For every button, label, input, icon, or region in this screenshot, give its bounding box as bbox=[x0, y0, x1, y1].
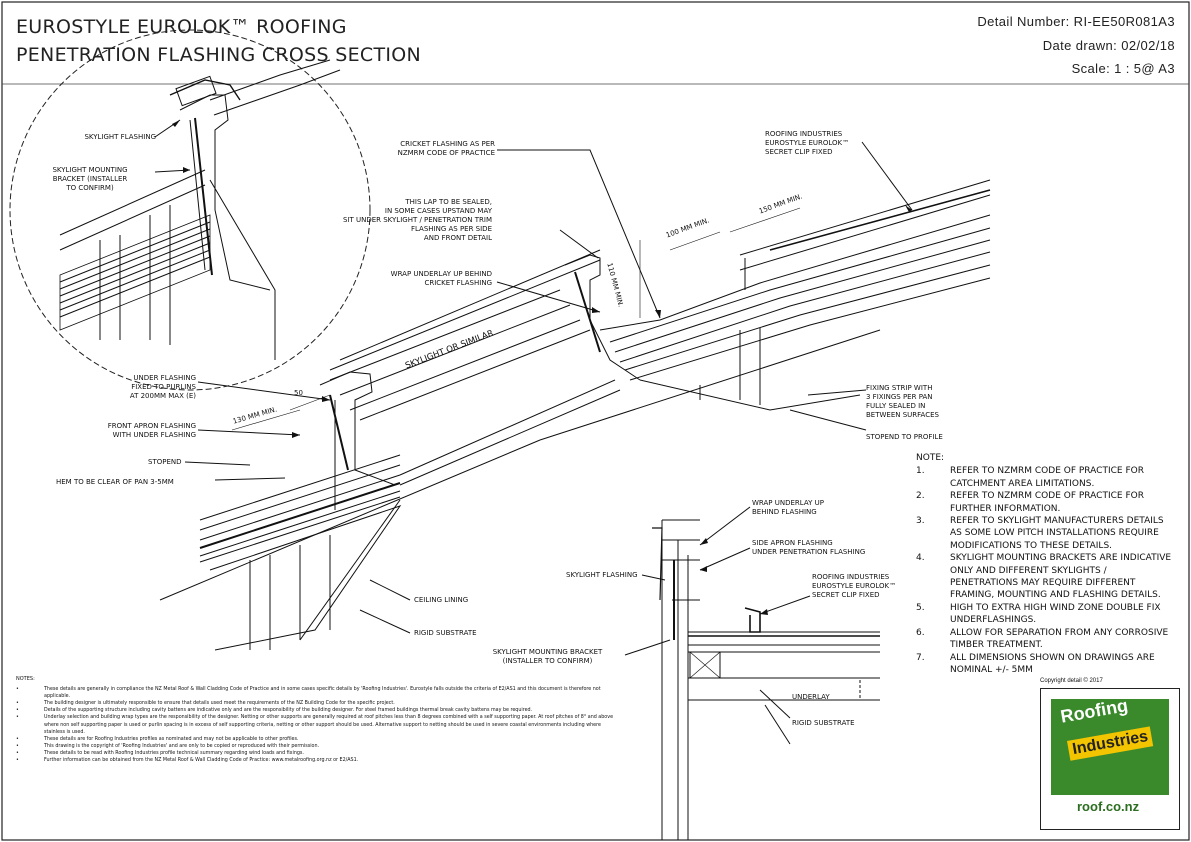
note-text: ALL DIMENSIONS SHOWN ON DRAWINGS ARE NOMINAL +/- 5MM bbox=[950, 652, 1155, 675]
note-text: SKYLIGHT MOUNTING BRACKETS ARE INDICATIVE ONLY AND DIFFERENT SKYLIGHTS / PENETRATIONS MAY REQUIRE DIFFERENT FRAMING, MOUNTING AND FLASHING DETAILS. bbox=[950, 553, 1172, 601]
label-rigid-substrate-left: RIGID SUBSTRATE bbox=[414, 629, 477, 637]
note-number: 6. bbox=[916, 627, 925, 638]
note-text: REFER TO NZMRM CODE OF PRACTICE FOR FURTHER INFORMATION. bbox=[950, 491, 1144, 514]
detail-number: Detail Number: RI-EE50R081A3 bbox=[977, 14, 1175, 29]
bullet: • bbox=[16, 701, 19, 707]
note-number: 2. bbox=[916, 491, 925, 502]
bullet: • bbox=[16, 687, 19, 693]
general-note-text: These details are generally in compliance the NZ Metal Roof & Wall Cladding Code of Practice and in some cases specific details by 'Roofing Industries'. Eurostyle falls outside the criteria of E2/AS1 and this document is therefore not applicable. bbox=[44, 687, 601, 700]
logo-word-industries: Industries bbox=[1067, 726, 1154, 760]
label-mounting-bracket-top: SKYLIGHT MOUNTING BRACKET (INSTALLER TO CONFIRM) bbox=[52, 166, 128, 192]
note-row bbox=[916, 465, 1176, 490]
note-number: 7. bbox=[916, 652, 925, 663]
logo-word-roofing: Roofing bbox=[1059, 695, 1130, 727]
general-note bbox=[16, 714, 616, 735]
note-text: ALLOW FOR SEPARATION FROM ANY CORROSIVE TIMBER TREATMENT. bbox=[950, 627, 1169, 651]
general-note bbox=[16, 757, 616, 764]
general-note bbox=[16, 743, 616, 750]
label-roofing-industries-bottom: ROOFING INDUSTRIES EUROSTYLE EUROLOK™ SECRET CLIP FIXED bbox=[812, 573, 897, 599]
general-note bbox=[16, 707, 616, 714]
bullet: • bbox=[16, 743, 19, 749]
note-row bbox=[916, 552, 1176, 602]
bullet: • bbox=[16, 758, 19, 764]
general-note-text: These details to be read with Roofing Industries profile technical summary regarding wind loads and fixings. bbox=[44, 750, 304, 756]
roofing-industries-logo bbox=[1040, 688, 1180, 830]
label-ceiling-lining: CEILING LINING bbox=[414, 596, 469, 604]
label-cricket-flashing: CRICKET FLASHING AS PER NZMRM CODE OF PRACTICE bbox=[397, 140, 495, 157]
bullet: • bbox=[16, 736, 19, 742]
note-row bbox=[916, 602, 1176, 627]
general-note-text: Details of the supporting structure including cavity battens are indicative only and are the responsibility of the building designer. For steel framed buildings thermal break cavity battens may be required. bbox=[44, 708, 533, 714]
label-stopend: STOPEND bbox=[148, 458, 182, 466]
note-number: 3. bbox=[916, 516, 925, 527]
bullet: • bbox=[16, 715, 19, 721]
label-stopend-profile: STOPEND TO PROFILE bbox=[866, 433, 943, 441]
date-drawn: Date drawn: 02/02/18 bbox=[1042, 38, 1175, 53]
general-note bbox=[16, 736, 616, 743]
label-fixing-strip: FIXING STRIP WITH 3 FIXINGS PER PAN FULLY SEALED IN BETWEEN SURFACES bbox=[866, 384, 939, 419]
note-number: 5. bbox=[916, 602, 925, 613]
note-row bbox=[916, 490, 1176, 515]
note-text: REFER TO NZMRM CODE OF PRACTICE FOR CATCHMENT AREA LIMITATIONS. bbox=[950, 466, 1144, 489]
label-skylight-or-similar: SKYLIGHT OR SIMILAR bbox=[404, 328, 496, 372]
note-row bbox=[916, 627, 1176, 652]
label-front-apron: FRONT APRON FLASHING WITH UNDER FLASHING bbox=[107, 422, 196, 439]
bullet: • bbox=[16, 750, 19, 756]
label-wrap-underlay-cricket: WRAP UNDERLAY UP BEHIND CRICKET FLASHING bbox=[390, 270, 492, 287]
general-note bbox=[16, 700, 616, 707]
title-line-1: EUROSTYLE EUROLOK™ ROOFING bbox=[16, 16, 347, 38]
label-hem-clear: HEM TO BE CLEAR OF PAN 3-5MM bbox=[56, 478, 174, 486]
note-row bbox=[916, 652, 1176, 677]
dim-130: 130 MM MIN. bbox=[232, 405, 278, 426]
side-section-drawing bbox=[652, 520, 880, 840]
general-note-text: Further information can be obtained from the NZ Metal Roof & Wall Cladding Code of Practice: www.metalroofing.org.nz or E2/AS1. bbox=[44, 758, 359, 764]
note-number: 4. bbox=[916, 553, 925, 564]
dim-50: 50 bbox=[294, 389, 303, 397]
general-note-text: The building designer is ultimately responsible to ensure that details used meet the requirements of the NZ Building Code for the specific project. bbox=[44, 701, 395, 707]
note-text: HIGH TO EXTRA HIGH WIND ZONE DOUBLE FIX UNDERFLASHINGS. bbox=[950, 602, 1161, 626]
label-roofing-industries-top: ROOFING INDUSTRIES EUROSTYLE EUROLOK™ SECRET CLIP FIXED bbox=[765, 130, 850, 156]
general-notes-heading: NOTES: bbox=[16, 676, 35, 682]
label-underlay: UNDERLAY bbox=[792, 693, 830, 701]
general-note-text: This drawing is the copyright of 'Roofing Industries' and are only to be copied or reproduced with their permission. bbox=[44, 743, 320, 749]
title-line-2: PENETRATION FLASHING CROSS SECTION bbox=[16, 44, 422, 66]
general-notes bbox=[16, 676, 616, 764]
bullet: • bbox=[16, 708, 19, 714]
scale: Scale: 1 : 5@ A3 bbox=[1071, 61, 1175, 76]
label-lap-sealed: THIS LAP TO BE SEALED, IN SOME CASES UPSTAND MAY SIT UNDER SKYLIGHT / PENETRATION TRIM FLASHING AS PER SIDE AND FRONT DETAIL bbox=[342, 198, 492, 242]
general-note bbox=[16, 686, 616, 700]
label-skylight-flashing-top: SKYLIGHT FLASHING bbox=[84, 133, 156, 141]
notes-heading: NOTE: bbox=[916, 453, 945, 463]
dim-110: 110 MM MIN. bbox=[605, 262, 625, 308]
general-note-text: Underlay selection and building wrap types are the responsibility of the designer. Netting or other supports are generally required at roof pitches less than 8 degrees combined with a self supporting paper. At roof pitches of 8° and above where non self supporting paper is used or purlin spacing is in excess of self supporting criteria, netting or other support should be used. Alternative support to netting should be used in severe coastal environments including where stainless is used. bbox=[44, 715, 614, 735]
label-mounting-bracket-bottom: SKYLIGHT MOUNTING BRACKET (INSTALLER TO CONFIRM) bbox=[492, 648, 603, 665]
general-note-text: These details are for Roofing Industries profiles as nominated and may not be applicable to other profiles. bbox=[44, 736, 299, 742]
logo-url: roof.co.nz bbox=[1077, 799, 1140, 814]
notes-panel bbox=[916, 452, 1176, 676]
label-under-flashing: UNDER FLASHING FIXED TO PURLINS AT 200MM MAX (E) bbox=[129, 374, 196, 400]
zoom-detail bbox=[60, 60, 340, 360]
label-wrap-underlay-flashing: WRAP UNDERLAY UP BEHIND FLASHING bbox=[752, 499, 824, 516]
note-row bbox=[916, 515, 1176, 552]
note-text: REFER TO SKYLIGHT MANUFACTURERS DETAILS AS SOME LOW PITCH INSTALLATIONS REQUIRE MODIFICATIONS TO THESE DETAILS. bbox=[950, 516, 1164, 551]
label-skylight-flashing-bottom: SKYLIGHT FLASHING bbox=[566, 571, 638, 579]
label-rigid-substrate-bottom: RIGID SUBSTRATE bbox=[792, 719, 855, 727]
copyright: Copyright detail © 2017 bbox=[1040, 678, 1103, 684]
label-side-apron: SIDE APRON FLASHING UNDER PENETRATION FLASHING bbox=[752, 539, 866, 556]
dim-150: 150 MM MIN. bbox=[758, 192, 804, 216]
note-number: 1. bbox=[916, 466, 925, 477]
dim-100: 100 MM MIN. bbox=[665, 216, 711, 240]
general-note bbox=[16, 750, 616, 757]
